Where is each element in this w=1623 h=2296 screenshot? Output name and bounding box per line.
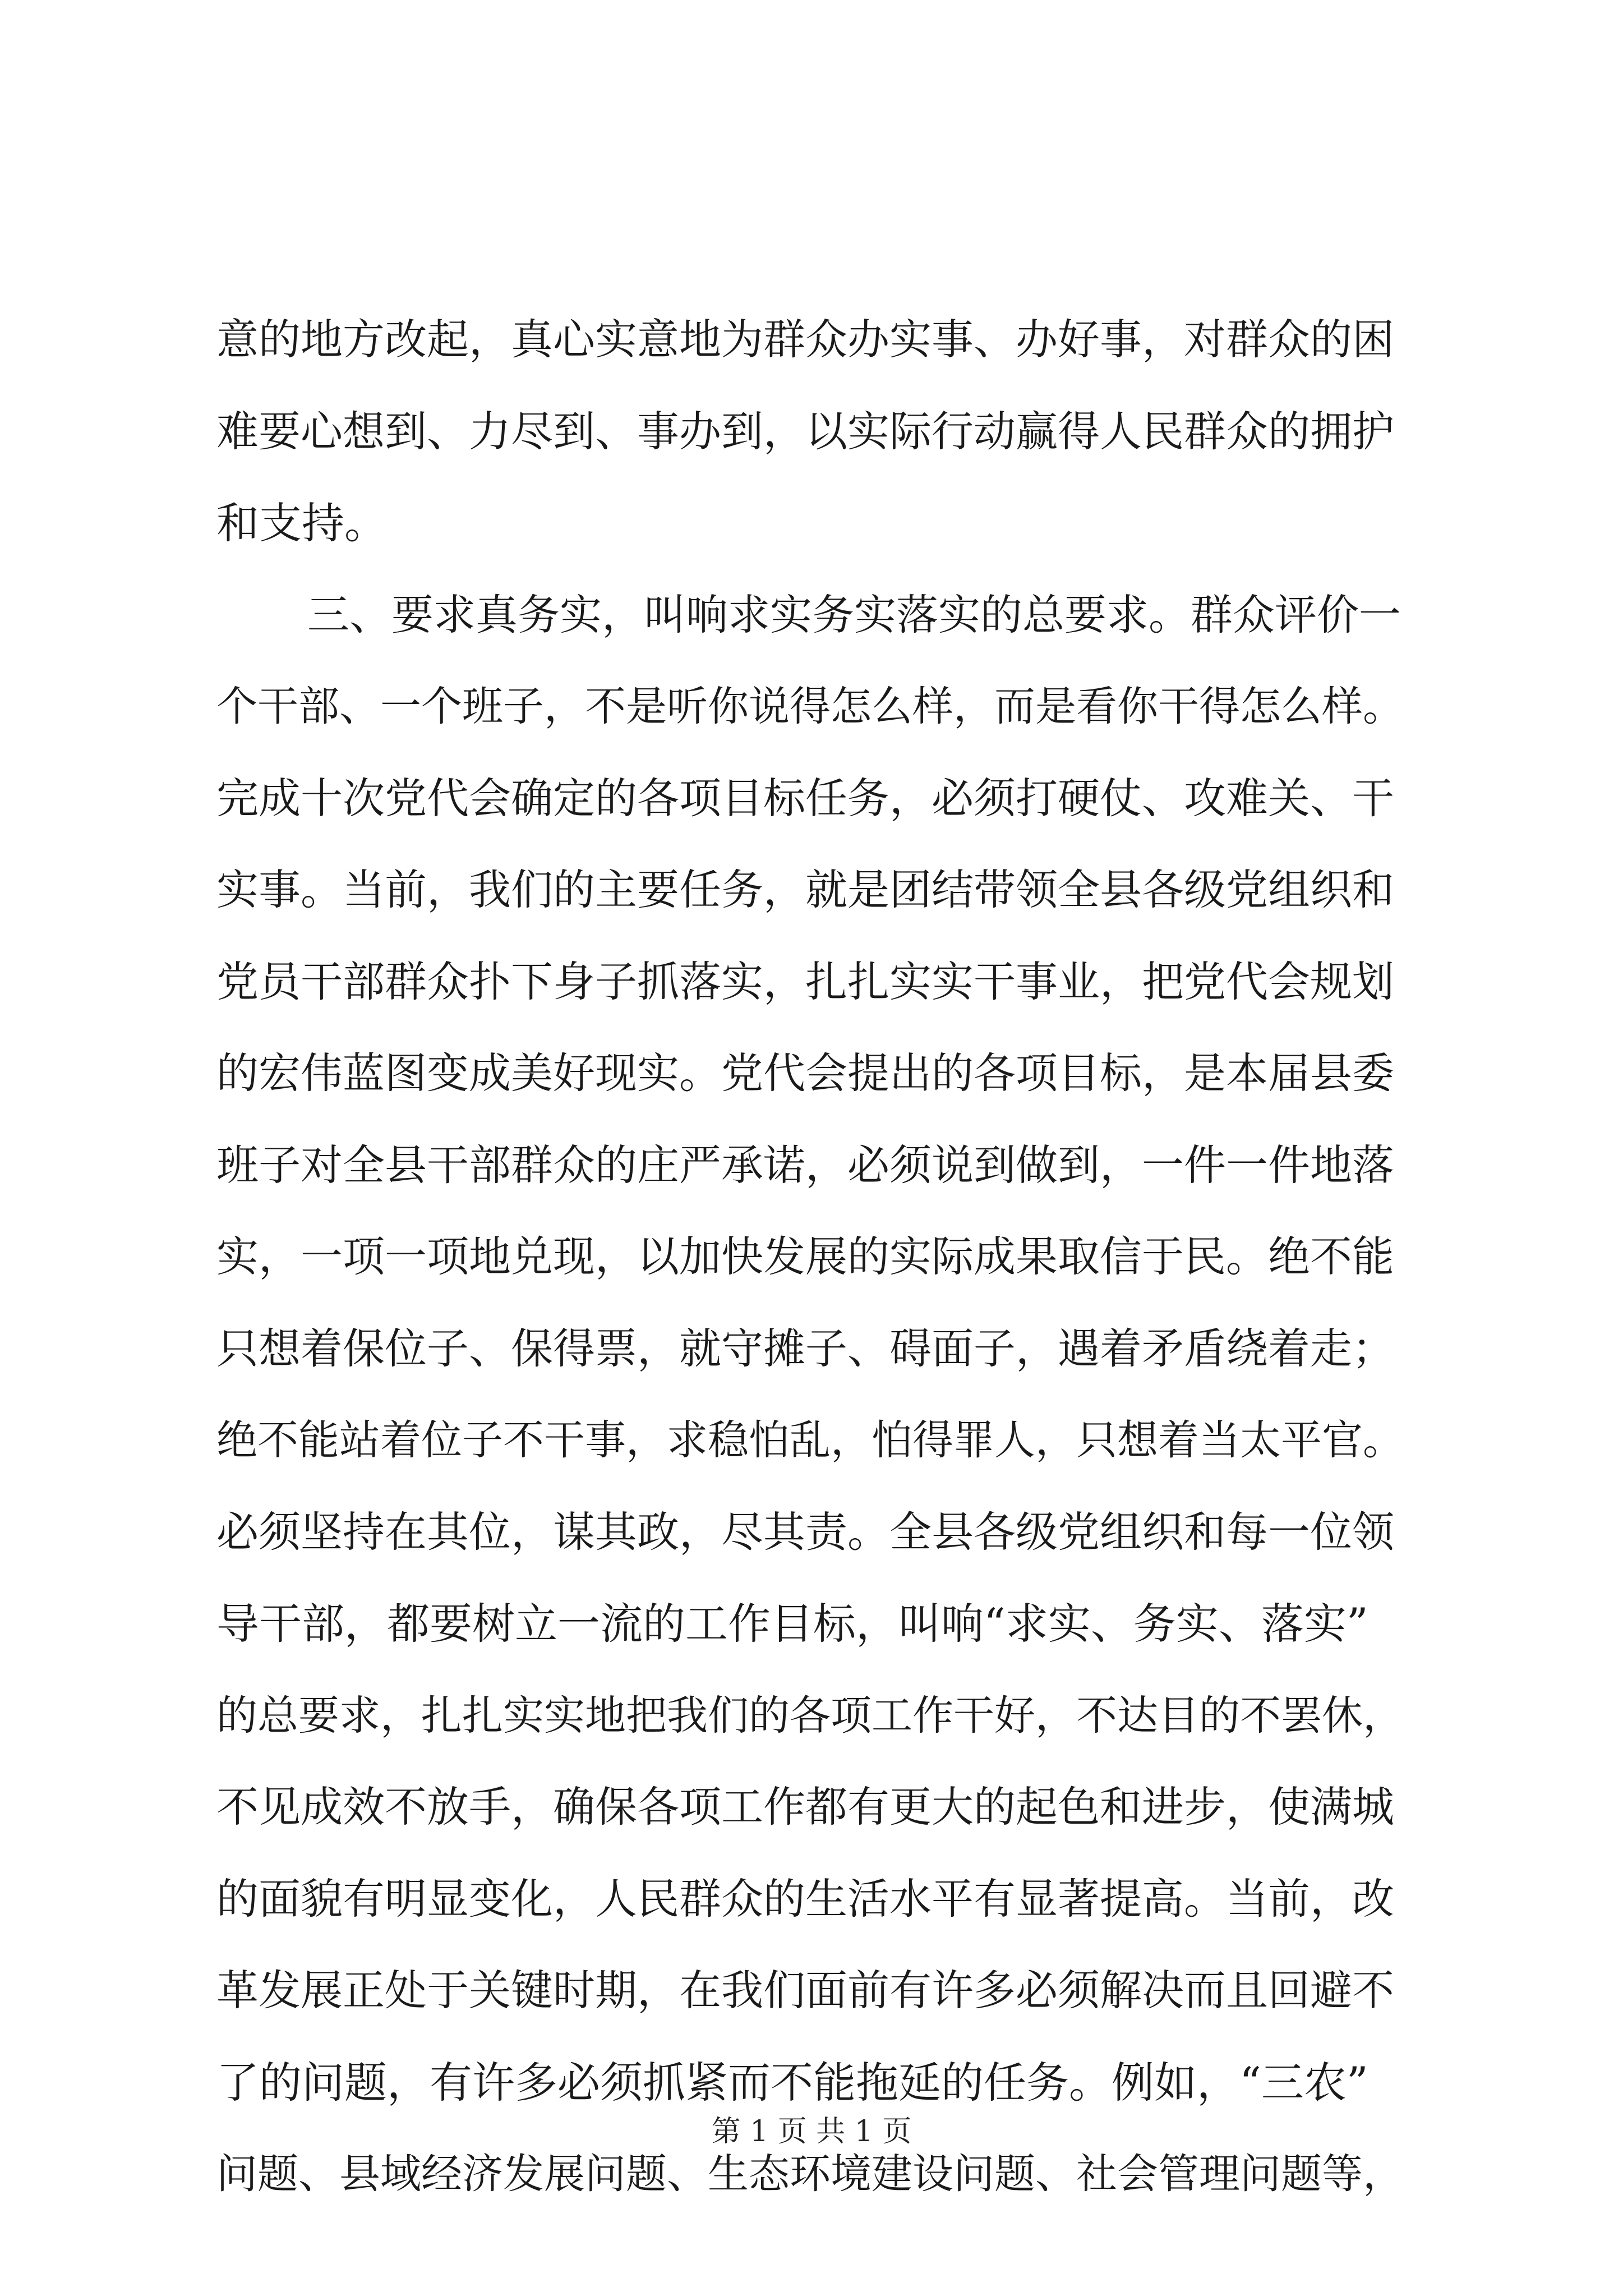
page-footer: 第 1 页 共 1 页: [711, 2115, 912, 2148]
text-line: 的面貌有明显变化，人民群众的生活水平有显著提高。当前，改: [216, 1874, 1395, 1924]
text-line: 意的地方改起，真心实意地为群众办实事、办好事，对群众的困: [216, 315, 1395, 364]
text-line: 导干部，都要树立一流的工作目标，叫响“求实、务实、落实”: [216, 1599, 1368, 1649]
text-line: 难要心想到、力尽到、事办到，以实际行动赢得人民群众的拥护: [216, 406, 1395, 456]
text-line: 实，一项一项地兑现，以加快发展的实际成果取信于民。绝不能: [216, 1232, 1395, 1281]
text-line: 三、要求真务实，叫响求实务实落实的总要求。群众评价一: [307, 590, 1401, 639]
text-line: 革发展正处于关键时期，在我们面前有许多必须解决而且回避不: [216, 1966, 1395, 2015]
body-text: [216, 294, 1408, 2220]
text-line: 个干部、一个班子，不是听你说得怎么样，而是看你干得怎么样。: [216, 683, 1404, 730]
text-line: 党员干部群众扑下身子抓落实，扎扎实实干事业，把党代会规划: [216, 956, 1395, 1006]
text-line: 只想着保位子、保得票，就守摊子、碍面子，遇着矛盾绕着走；: [216, 1323, 1395, 1373]
text-line: 完成十次党代会确定的各项目标任务，必须打硬仗、攻难关、干: [216, 773, 1395, 823]
text-line: 的宏伟蓝图变成美好现实。党代会提出的各项目标，是本届县委: [216, 1048, 1395, 1098]
text-line: 不见成效不放手，确保各项工作都有更大的起色和进步，使满城: [216, 1782, 1395, 1832]
text-line: 的总要求，扎扎实实地把我们的各项工作干好，不达目的不罢休，: [216, 1691, 1404, 1740]
text-line: 班子对全县干部群众的庄严承诺，必须说到做到，一件一件地落: [216, 1140, 1395, 1190]
text-line: 必须坚持在其位，谋其政，尽其责。全县各级党组织和每一位领: [216, 1507, 1395, 1557]
text-line: 了的问题，有许多必须抓紧而不能拖延的任务。例如，“三农”: [216, 2057, 1368, 2108]
text-line: 和支持。: [216, 498, 387, 548]
text-line: 绝不能站着位子不干事，求稳怕乱，怕得罪人，只想着当太平官。: [216, 1416, 1404, 1464]
text-line: 问题、县域经济发展问题、生态环境建设问题、社会管理问题等，: [216, 2150, 1404, 2198]
text-line: 实事。当前，我们的主要任务，就是团结带领全县各级党组织和: [216, 865, 1395, 914]
